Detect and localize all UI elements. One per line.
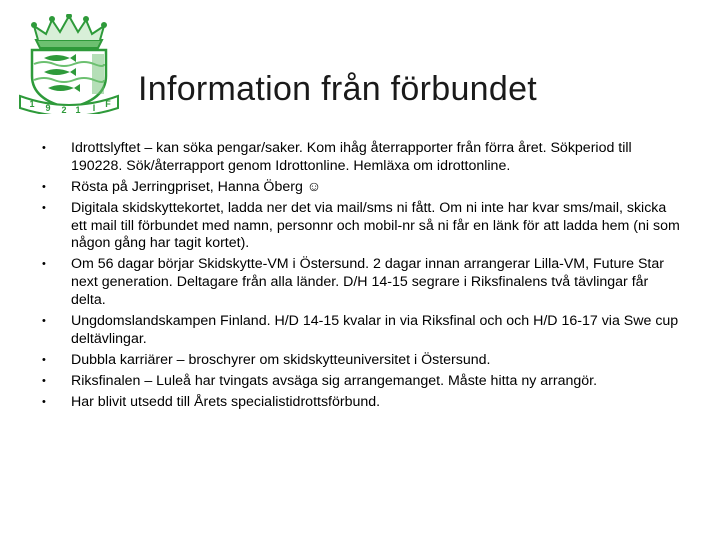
list-item [42, 313, 682, 348]
bullet-icon: • [42, 142, 46, 154]
ribbon-letter: 9 [45, 103, 51, 113]
bullet-icon: • [42, 201, 46, 214]
list-item [42, 179, 682, 197]
bullet-icon: • [42, 395, 46, 408]
ribbon-letter: 1 [75, 105, 81, 114]
slide-title: Information från förbundet [138, 70, 538, 108]
bullet-icon: • [42, 314, 46, 327]
list-item [42, 394, 682, 412]
ribbon-letter: I [92, 103, 96, 113]
ribbon-letter: 2 [61, 105, 67, 114]
bullet-icon: • [42, 374, 46, 387]
list-item [42, 352, 682, 370]
bullet-icon: • [42, 258, 46, 271]
list-item-text: Dubbla karriärer – broschyrer om skidskytteuniversitet i Östersund. [71, 351, 491, 368]
ribbon-letter: F [105, 99, 111, 109]
ribbon-letter: 1 [29, 99, 35, 109]
list-item [42, 140, 682, 175]
list-item-text: Digitala skidskyttekortet, ladda ner det via mail/sms ni fått. Om ni inte har kvar sms/mail, skicka ett mail till förbundet med namn, personnr och mobil-nr så ni får en länk för att ladda hem (ni som någon gång har tagit kortet). [71, 199, 680, 252]
list-item [42, 256, 682, 309]
list-item-text: Om 56 dagar börjar Skidskytte-VM i Östersund. 2 dagar innan arrangerar Lilla-VM, Future Star next generation. Deltagare från alla länder. D/H 14-15 segrare i Riksfinalens två tävlingar får delta. [71, 256, 664, 308]
list-item-text: Ungdomslandskampen Finland. H/D 14-15 kvalar in via Riksfinal och och H/D 16-17 via Swe cup deltävlingar. [71, 312, 679, 347]
list-item-text: Rösta på Jerringpriset, Hanna Öberg ☺ [71, 178, 322, 195]
bullet-list [42, 140, 682, 415]
list-item-text: Har blivit utsedd till Årets specialistidrottsförbund. [71, 393, 381, 410]
bullet-icon: • [42, 180, 46, 193]
list-item-text: Idrottslyftet – kan söka pengar/saker. Kom ihåg återrapporter från förra året. Sökperiod till 190228. Sök/återrapport genom Idrottonline. Hemläxa om idrottonline. [71, 140, 632, 174]
list-item [42, 200, 682, 253]
list-item-text: Riksfinalen – Luleå har tvingats avsäga sig arrangemanget. Måste hitta ny arrangör. [71, 372, 598, 389]
crowned-shield-with-fish-icon [14, 14, 124, 114]
bullet-icon: • [42, 353, 46, 366]
list-item [42, 373, 682, 391]
